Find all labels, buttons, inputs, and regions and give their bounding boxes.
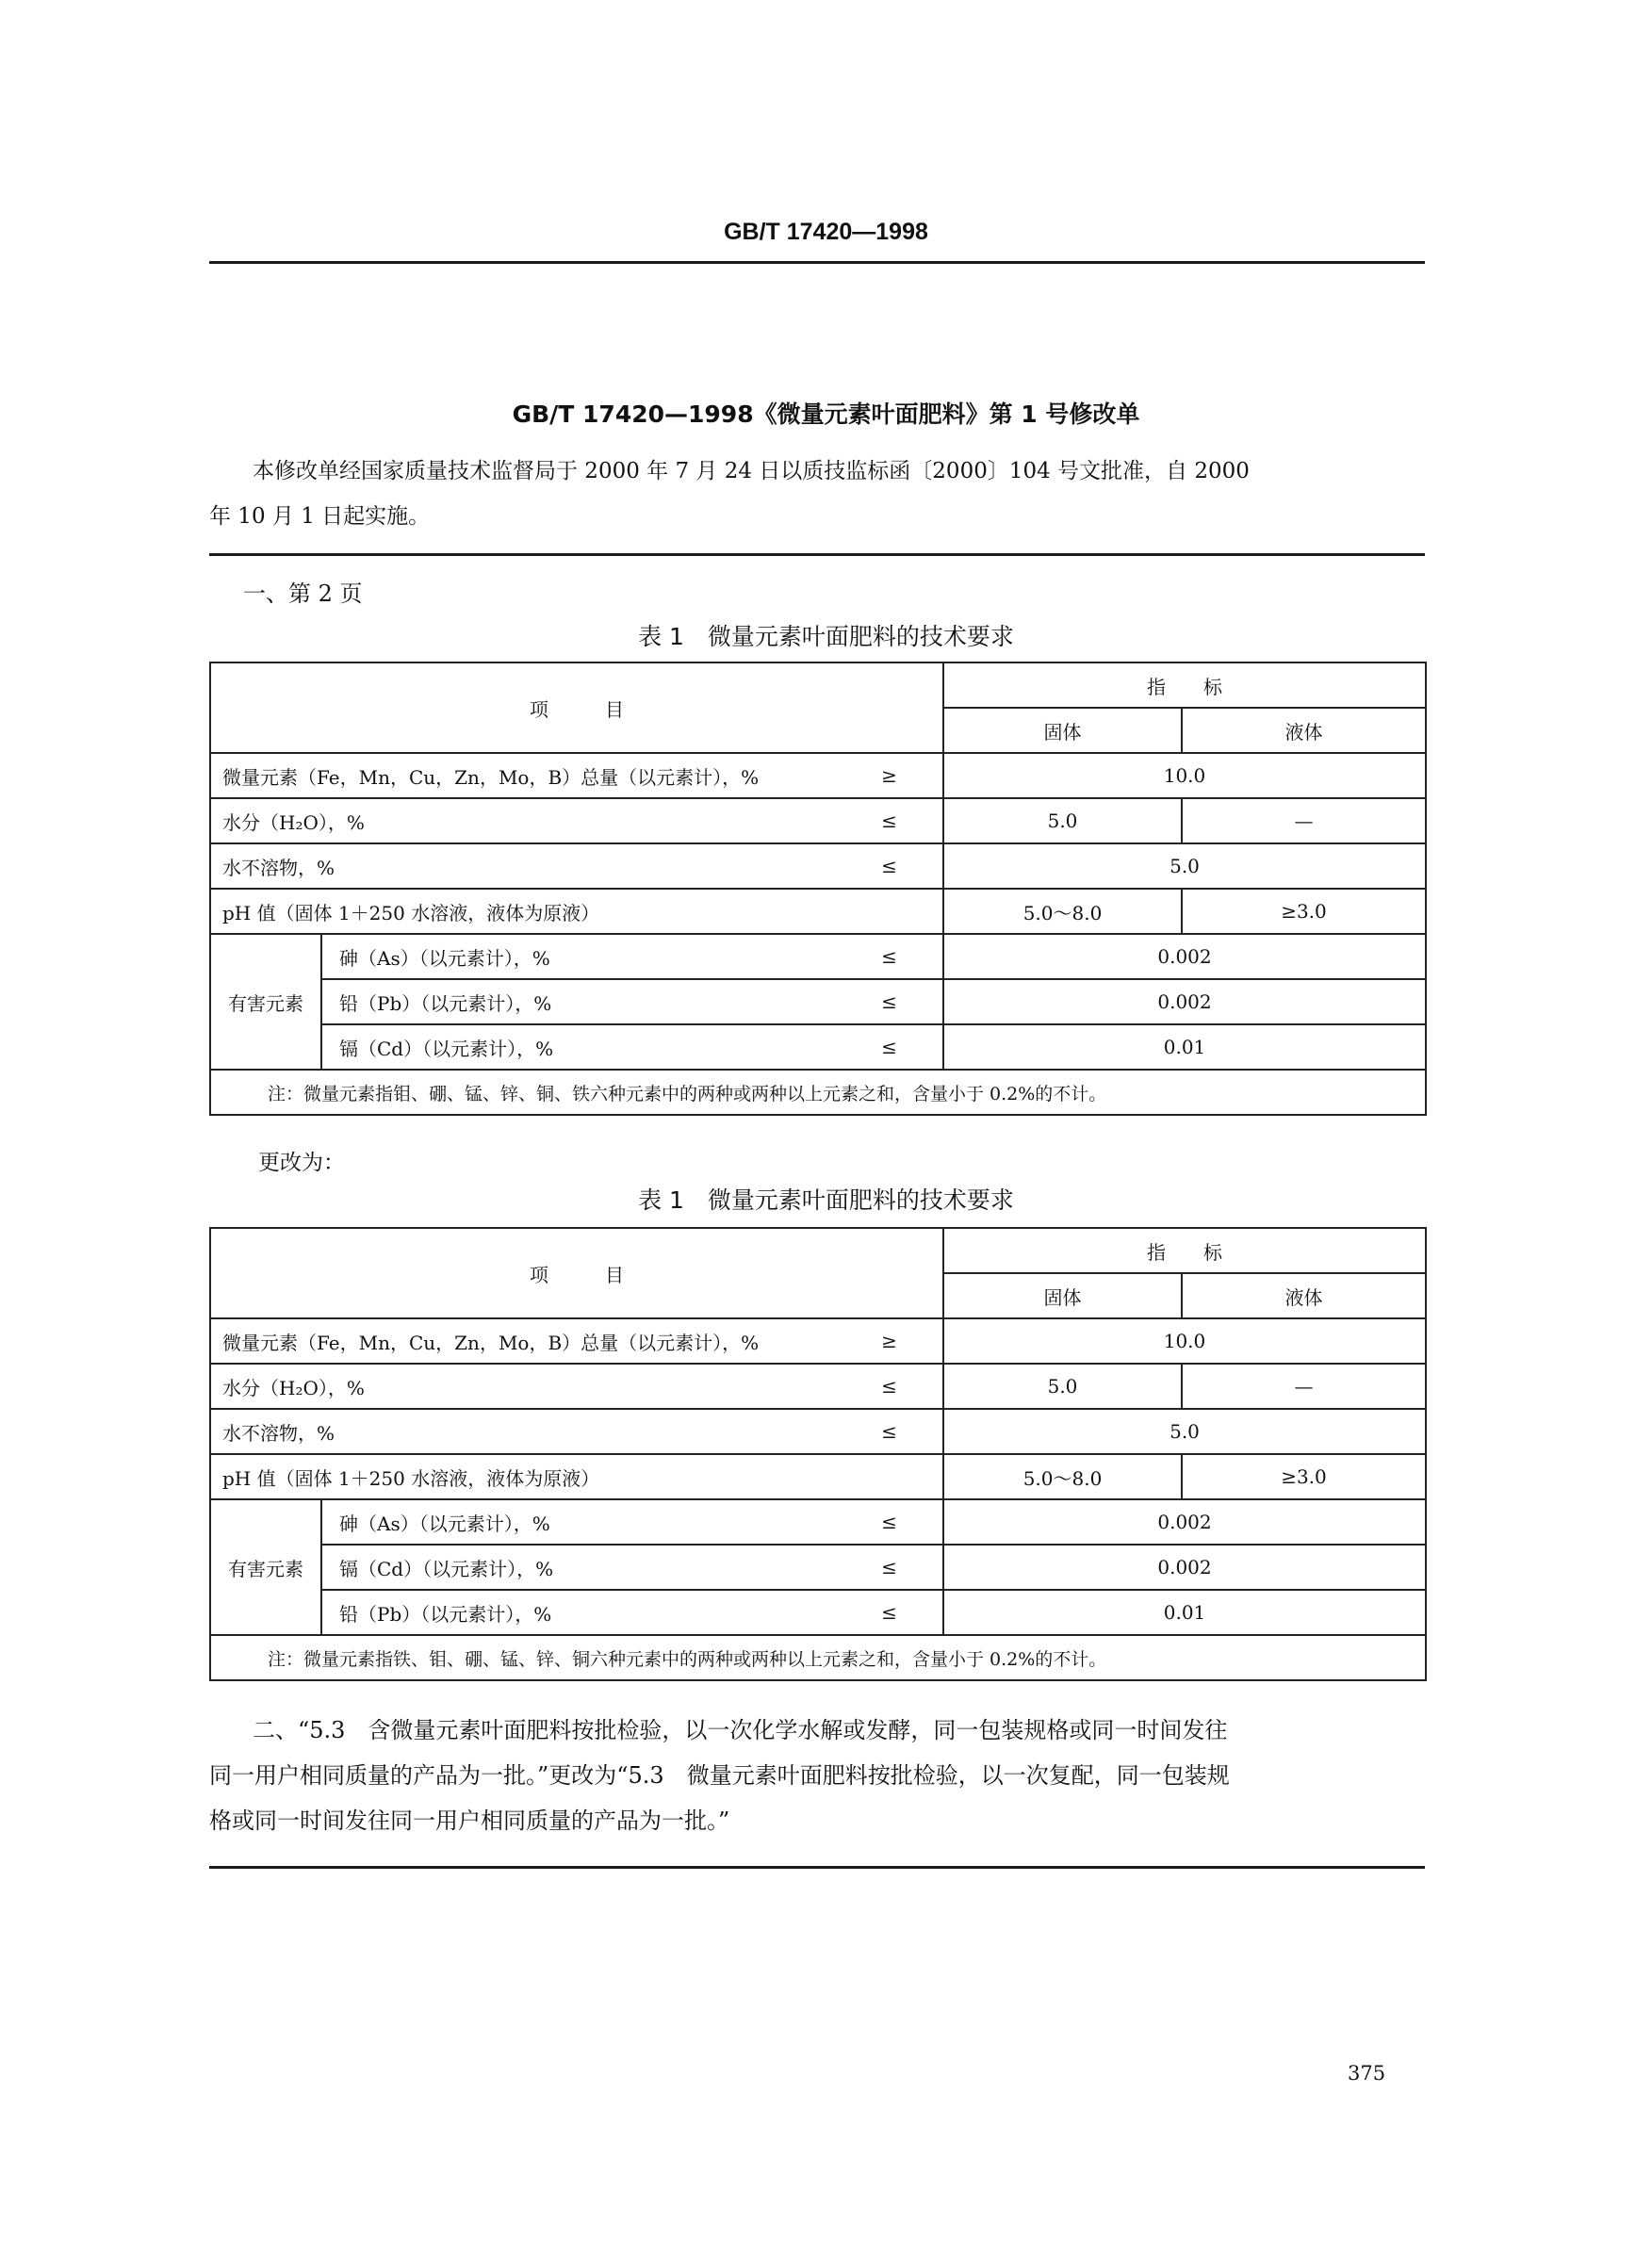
liquid-cell: ≥3.0	[1182, 889, 1426, 934]
solid-cell: 5.0	[943, 798, 1182, 843]
symbol-cell: ≥	[836, 1318, 943, 1364]
table-note: 注：微量元素指钼、硼、锰、锌、铜、铁六种元素中的两种或两种以上元素之和，含量小于 0.2%的不计。	[210, 1070, 1426, 1115]
table-row	[210, 753, 1426, 798]
value-cell: 0.002	[943, 979, 1426, 1024]
header-index: 指 标	[943, 1228, 1426, 1273]
table-row	[210, 1364, 1426, 1409]
value-cell: 5.0	[943, 1409, 1426, 1454]
symbol-cell	[836, 889, 943, 934]
harmful-group-cell: 有害元素	[210, 1499, 321, 1635]
page-number: 375	[1348, 2062, 1386, 2085]
item-cell: 镉（Cd）（以元素计），%	[321, 1545, 836, 1590]
value-cell: 0.01	[943, 1590, 1426, 1635]
footer-rule	[209, 1866, 1425, 1869]
header-liquid: 液体	[1182, 708, 1426, 753]
header-index: 指 标	[943, 662, 1426, 708]
value-cell: 0.002	[943, 1545, 1426, 1590]
item-cell: 铅（Pb）（以元素计），%	[321, 979, 836, 1024]
table-caption-before: 表 1 微量元素叶面肥料的技术要求	[638, 623, 1014, 650]
intro-paragraph	[209, 449, 1425, 539]
table-row	[210, 934, 1426, 979]
solid-cell: 5.0	[943, 1364, 1182, 1409]
value-cell: 0.002	[943, 1499, 1426, 1545]
table-row	[210, 889, 1426, 934]
table-row	[210, 1024, 1426, 1070]
symbol-cell: ≤	[836, 979, 943, 1024]
item-cell: 砷（As）（以元素计），%	[321, 934, 836, 979]
table-row	[210, 1590, 1426, 1635]
table-caption-after: 表 1 微量元素叶面肥料的技术要求	[638, 1186, 1014, 1214]
section-2-line-2: 同一用户相同质量的产品为一批。”更改为“5.3 微量元素叶面肥料按批检验，以一次复配，同一包装规	[209, 1762, 1230, 1789]
intro-rule	[209, 553, 1425, 556]
table-row	[210, 798, 1426, 843]
spec-table-after	[209, 1227, 1427, 1681]
item-cell: pH 值（固体 1＋250 水溶液，液体为原液）	[210, 889, 836, 934]
symbol-cell: ≤	[836, 843, 943, 889]
symbol-cell: ≤	[836, 1024, 943, 1070]
item-cell: 铅（Pb）（以元素计），%	[321, 1590, 836, 1635]
item-cell: 微量元素（Fe，Mn，Cu，Zn，Mo，B）总量（以元素计），%	[210, 1318, 836, 1364]
item-cell: 水分（H₂O），%	[210, 1364, 836, 1409]
harmful-group-cell: 有害元素	[210, 934, 321, 1070]
value-cell: 10.0	[943, 753, 1426, 798]
change-label: 更改为：	[258, 1151, 345, 1175]
symbol-cell	[836, 1454, 943, 1499]
table-row	[210, 1318, 1426, 1364]
table-row	[210, 1454, 1426, 1499]
table-note: 注：微量元素指铁、钼、硼、锰、锌、铜六种元素中的两种或两种以上元素之和，含量小于 0.2%的不计。	[210, 1635, 1426, 1680]
item-cell: 水分（H₂O），%	[210, 798, 836, 843]
liquid-cell: —	[1182, 798, 1426, 843]
liquid-cell: ≥3.0	[1182, 1454, 1426, 1499]
section-2-line-3: 格或同一时间发往同一用户相同质量的产品为一批。”	[209, 1808, 730, 1834]
symbol-cell: ≤	[836, 1364, 943, 1409]
document-title: GB/T 17420—1998《微量元素叶面肥料》第 1 号修改单	[512, 401, 1140, 428]
header-code: GB/T 17420—1998	[724, 219, 928, 245]
symbol-cell: ≤	[836, 1590, 943, 1635]
symbol-cell: ≤	[836, 1545, 943, 1590]
section-2-line-1: 二、“5.3 含微量元素叶面肥料按批检验，以一次化学水解或发酵，同一包装规格或同一时间发往	[253, 1717, 1228, 1743]
symbol-cell: ≤	[836, 1409, 943, 1454]
value-cell: 5.0	[943, 843, 1426, 889]
item-cell: 微量元素（Fe，Mn，Cu，Zn，Mo，B）总量（以元素计），%	[210, 753, 836, 798]
item-cell: 水不溶物，%	[210, 843, 836, 889]
solid-cell: 5.0～8.0	[943, 889, 1182, 934]
header-item: 项 目	[210, 662, 943, 753]
symbol-cell: ≤	[836, 798, 943, 843]
header-solid: 固体	[943, 1273, 1182, 1318]
table-row	[210, 1409, 1426, 1454]
symbol-cell: ≥	[836, 753, 943, 798]
header-liquid: 液体	[1182, 1273, 1426, 1318]
item-cell: 镉（Cd）（以元素计），%	[321, 1024, 836, 1070]
section-2-paragraph	[209, 1708, 1425, 1843]
section-1-label: 一、第 2 页	[243, 581, 363, 607]
intro-line-2: 年 10 月 1 日起实施。	[209, 504, 431, 529]
item-cell: pH 值（固体 1＋250 水溶液，液体为原液）	[210, 1454, 836, 1499]
table-row	[210, 1545, 1426, 1590]
spec-table-before	[209, 662, 1427, 1116]
header-item: 项 目	[210, 1228, 943, 1318]
value-cell: 0.002	[943, 934, 1426, 979]
value-cell: 0.01	[943, 1024, 1426, 1070]
value-cell: 10.0	[943, 1318, 1426, 1364]
symbol-cell: ≤	[836, 934, 943, 979]
intro-line-1: 本修改单经国家质量技术监督局于 2000 年 7 月 24 日以质技监标函〔2000〕104 号文批准，自 2000	[253, 459, 1250, 483]
header-solid: 固体	[943, 708, 1182, 753]
item-cell: 砷（As）（以元素计），%	[321, 1499, 836, 1545]
solid-cell: 5.0～8.0	[943, 1454, 1182, 1499]
symbol-cell: ≤	[836, 1499, 943, 1545]
item-cell: 水不溶物，%	[210, 1409, 836, 1454]
table-row	[210, 1499, 1426, 1545]
table-row	[210, 979, 1426, 1024]
header-rule	[209, 261, 1425, 264]
table-row	[210, 843, 1426, 889]
liquid-cell: —	[1182, 1364, 1426, 1409]
